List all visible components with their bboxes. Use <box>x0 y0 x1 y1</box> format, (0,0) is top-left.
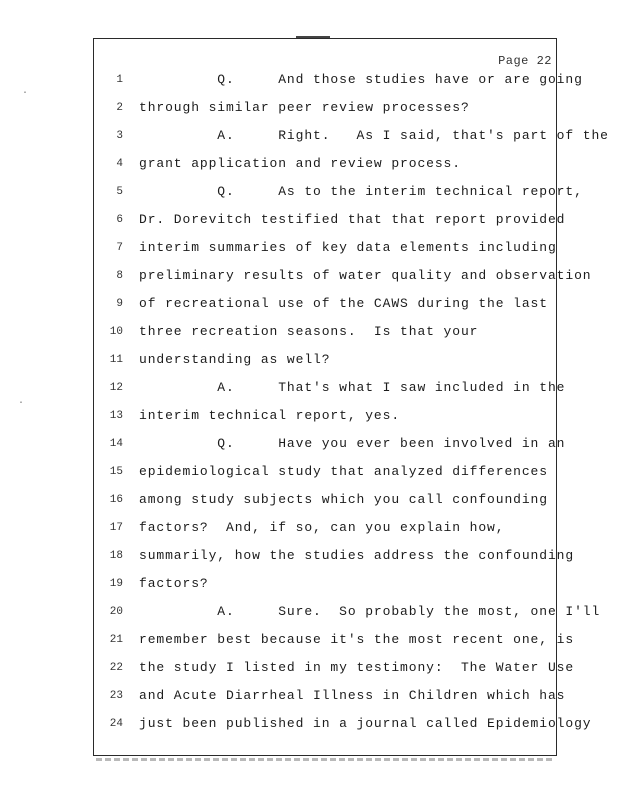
transcript-line <box>93 266 592 286</box>
transcript-line <box>93 602 601 622</box>
line-text: interim summaries of key data elements including <box>139 240 557 255</box>
line-number: 14 <box>109 438 123 450</box>
transcript-line <box>93 210 566 230</box>
line-text: of recreational use of the CAWS during the last <box>139 296 548 311</box>
margin-speck: · <box>18 398 25 409</box>
page-label: Page 22 <box>498 54 552 68</box>
line-text: A. Right. As I said, that's part of the <box>139 128 609 143</box>
transcript-line <box>93 630 575 650</box>
line-text: Dr. Dorevitch testified that that report provided <box>139 212 566 227</box>
line-number: 16 <box>109 494 123 506</box>
line-text: factors? And, if so, can you explain how, <box>139 520 505 535</box>
line-text: just been published in a journal called Epidemiology <box>139 716 592 731</box>
line-number: 19 <box>109 578 123 590</box>
transcript-line <box>93 182 583 202</box>
line-text: interim technical report, yes. <box>139 408 401 423</box>
line-text: preliminary results of water quality and observation <box>139 268 592 283</box>
line-number: 13 <box>109 410 123 422</box>
line-text: through similar peer review processes? <box>139 100 470 115</box>
line-text: among study subjects which you call confounding <box>139 492 548 507</box>
line-number: 12 <box>109 382 123 394</box>
transcript-line <box>93 70 583 90</box>
line-number: 2 <box>116 102 123 114</box>
transcript-line <box>93 350 557 370</box>
line-number: 24 <box>109 718 123 730</box>
transcript-line <box>93 574 557 594</box>
line-number: 6 <box>116 214 123 226</box>
frame-top-mark <box>296 36 330 38</box>
line-text: A. Sure. So probably the most, one I'll <box>139 604 601 619</box>
transcript-line <box>93 518 557 538</box>
transcript-line <box>93 378 566 398</box>
line-number: 11 <box>109 354 123 366</box>
line-number: 1 <box>116 74 123 86</box>
transcript-line <box>93 462 557 482</box>
line-number: 23 <box>109 690 123 702</box>
transcript-line <box>93 546 575 566</box>
line-text: remember best because it's the most recent one, is <box>139 632 575 647</box>
transcript-line <box>93 238 557 258</box>
line-text: A. That's what I saw included in the <box>139 380 566 395</box>
transcript-line <box>93 714 592 734</box>
line-text: three recreation seasons. Is that your <box>139 324 479 339</box>
transcript-line <box>93 126 609 146</box>
line-number: 8 <box>116 270 123 282</box>
line-number: 22 <box>109 662 123 674</box>
footer-smudge <box>96 758 552 761</box>
line-number: 18 <box>109 550 123 562</box>
transcript-line <box>93 98 557 118</box>
line-number: 17 <box>109 522 123 534</box>
line-number: 21 <box>109 634 123 646</box>
transcript-line <box>93 322 557 342</box>
margin-speck: · <box>22 88 29 99</box>
line-text: grant application and review process. <box>139 156 461 171</box>
line-text: understanding as well? <box>139 352 331 367</box>
transcript-line <box>93 294 557 314</box>
transcript-line <box>93 406 557 426</box>
line-number: 10 <box>109 326 123 338</box>
line-text: the study I listed in my testimony: The Water Use <box>139 660 575 675</box>
line-number: 7 <box>116 242 123 254</box>
transcript-line <box>93 434 566 454</box>
line-text: factors? <box>139 576 209 591</box>
line-number: 15 <box>109 466 123 478</box>
line-text: and Acute Diarrheal Illness in Children which has <box>139 688 566 703</box>
line-text: epidemiological study that analyzed differences <box>139 464 548 479</box>
line-text: summarily, how the studies address the confounding <box>139 548 575 563</box>
transcript-line <box>93 686 566 706</box>
line-number: 9 <box>116 298 123 310</box>
line-number: 3 <box>116 130 123 142</box>
transcript-line <box>93 658 575 678</box>
transcript-line <box>93 154 557 174</box>
line-text: Q. As to the interim technical report, <box>139 184 583 199</box>
line-text: Q. Have you ever been involved in an <box>139 436 566 451</box>
line-number: 4 <box>116 158 123 170</box>
line-number: 5 <box>116 186 123 198</box>
line-text: Q. And those studies have or are going <box>139 72 583 87</box>
transcript-line <box>93 490 557 510</box>
line-number: 20 <box>109 606 123 618</box>
